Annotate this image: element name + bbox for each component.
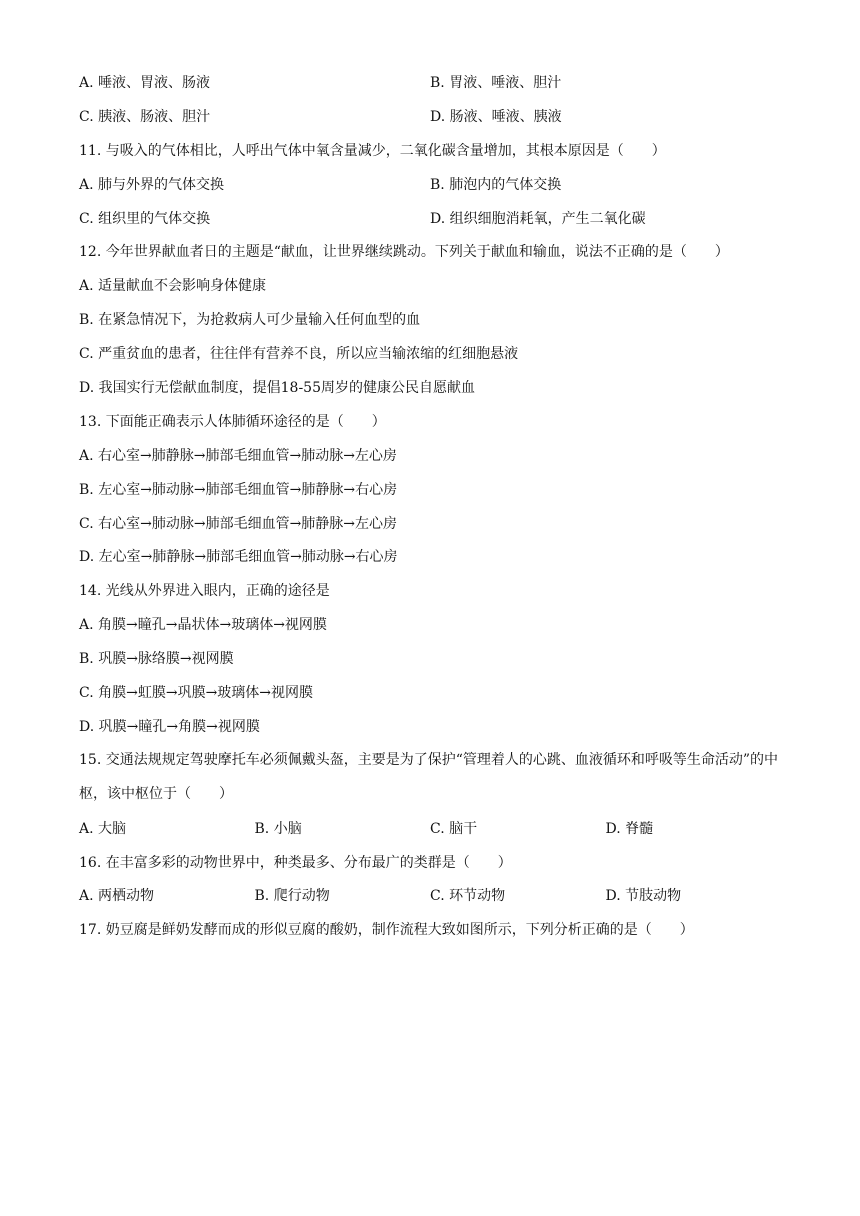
q16-options-row — [79, 885, 789, 919]
q15-option-b[interactable]: B. 小脑 — [254, 820, 302, 837]
q10-option-d[interactable]: D. 肠液、唾液、胰液 — [430, 108, 562, 125]
q11-option-c[interactable]: C. 组织里的气体交换 — [79, 210, 211, 227]
q13-option-b[interactable]: B. 左心室→肺动脉→肺部毛细血管→肺静脉→右心房 — [79, 481, 398, 498]
q13-option-c[interactable]: C. 右心室→肺动脉→肺部毛细血管→肺静脉→左心房 — [79, 515, 398, 532]
q13-stem: 13. 下面能正确表示人体肺循环途径的是（ ） — [79, 413, 386, 430]
q12-option-d[interactable]: D. 我国实行无偿献血制度，提倡18-55周岁的健康公民自愿献血 — [79, 380, 475, 397]
q10-options-row-1 — [79, 72, 789, 106]
q15-option-d[interactable]: D. 脊髓 — [605, 820, 654, 837]
q16-option-d[interactable]: D. 节肢动物 — [605, 888, 682, 905]
q10-option-a[interactable]: A. 唾液、胃液、肠液 — [79, 75, 211, 91]
q16-option-b[interactable]: B. 爬行动物 — [254, 888, 330, 905]
q11-option-b[interactable]: B. 肺泡内的气体交换 — [430, 176, 562, 193]
q15-stem: 15. 交通法规规定驾驶摩托车必须佩戴头盔，主要是为了保护“管理着人的心跳、血液循环和呼吸等生命活动”的中枢，该中枢位于（ ） — [79, 751, 779, 802]
q11-options-row-2 — [79, 208, 789, 242]
q12-option-c[interactable]: C. 严重贫血的患者，往往伴有营养不良，所以应当输浓缩的红细胞悬液 — [79, 346, 519, 363]
q17-stem: 17. 奶豆腐是鲜奶发酵而成的形似豆腐的酸奶，制作流程大致如图所示，下列分析正确的是（ ） — [79, 922, 694, 939]
exam-page — [79, 72, 789, 953]
q16-option-a[interactable]: A. 两栖动物 — [79, 888, 155, 905]
q12-stem: 12. 今年世界献血者日的主题是“献血，让世界继续跳动。下列关于献血和输血，说法不正确的是（ ） — [79, 244, 729, 261]
q16-option-c[interactable]: C. 环节动物 — [430, 888, 506, 905]
q13-option-a[interactable]: A. 右心室→肺静脉→肺部毛细血管→肺动脉→左心房 — [79, 447, 397, 464]
q12-option-a[interactable]: A. 适量献血不会影响身体健康 — [79, 278, 267, 295]
q16-stem: 16. 在丰富多彩的动物世界中，种类最多、分布最广的类群是（ ） — [79, 854, 512, 871]
q14-option-a[interactable]: A. 角膜→瞳孔→晶状体→玻璃体→视网膜 — [79, 617, 327, 634]
q11-option-d[interactable]: D. 组织细胞消耗氧，产生二氧化碳 — [430, 210, 646, 227]
q15-options-row — [79, 818, 789, 852]
q14-option-d[interactable]: D. 巩膜→瞳孔→角膜→视网膜 — [79, 718, 260, 735]
q15-option-c[interactable]: C. 脑干 — [430, 820, 478, 837]
q11-stem: 11. 与吸入的气体相比，人呼出气体中氧含量减少，二氧化碳含量增加，其根本原因是（ ） — [79, 142, 666, 159]
q14-stem: 14. 光线从外界进入眼内，正确的途径是 — [79, 583, 330, 600]
q14-option-c[interactable]: C. 角膜→虹膜→巩膜→玻璃体→视网膜 — [79, 685, 314, 702]
q10-option-c[interactable]: C. 胰液、肠液、胆汁 — [79, 108, 211, 125]
q11-options-row-1 — [79, 174, 789, 208]
q15-option-a[interactable]: A. 大脑 — [79, 820, 127, 837]
q14-option-b[interactable]: B. 巩膜→脉络膜→视网膜 — [79, 651, 234, 668]
q11-option-a[interactable]: A. 肺与外界的气体交换 — [79, 176, 225, 193]
q12-option-b[interactable]: B. 在紧急情况下，为抢救病人可少量输入任何血型的血 — [79, 312, 421, 329]
q10-options-row-2 — [79, 106, 789, 140]
q10-option-b[interactable]: B. 胃液、唾液、胆汁 — [430, 75, 562, 91]
q13-option-d[interactable]: D. 左心室→肺静脉→肺部毛细血管→肺动脉→右心房 — [79, 549, 398, 566]
